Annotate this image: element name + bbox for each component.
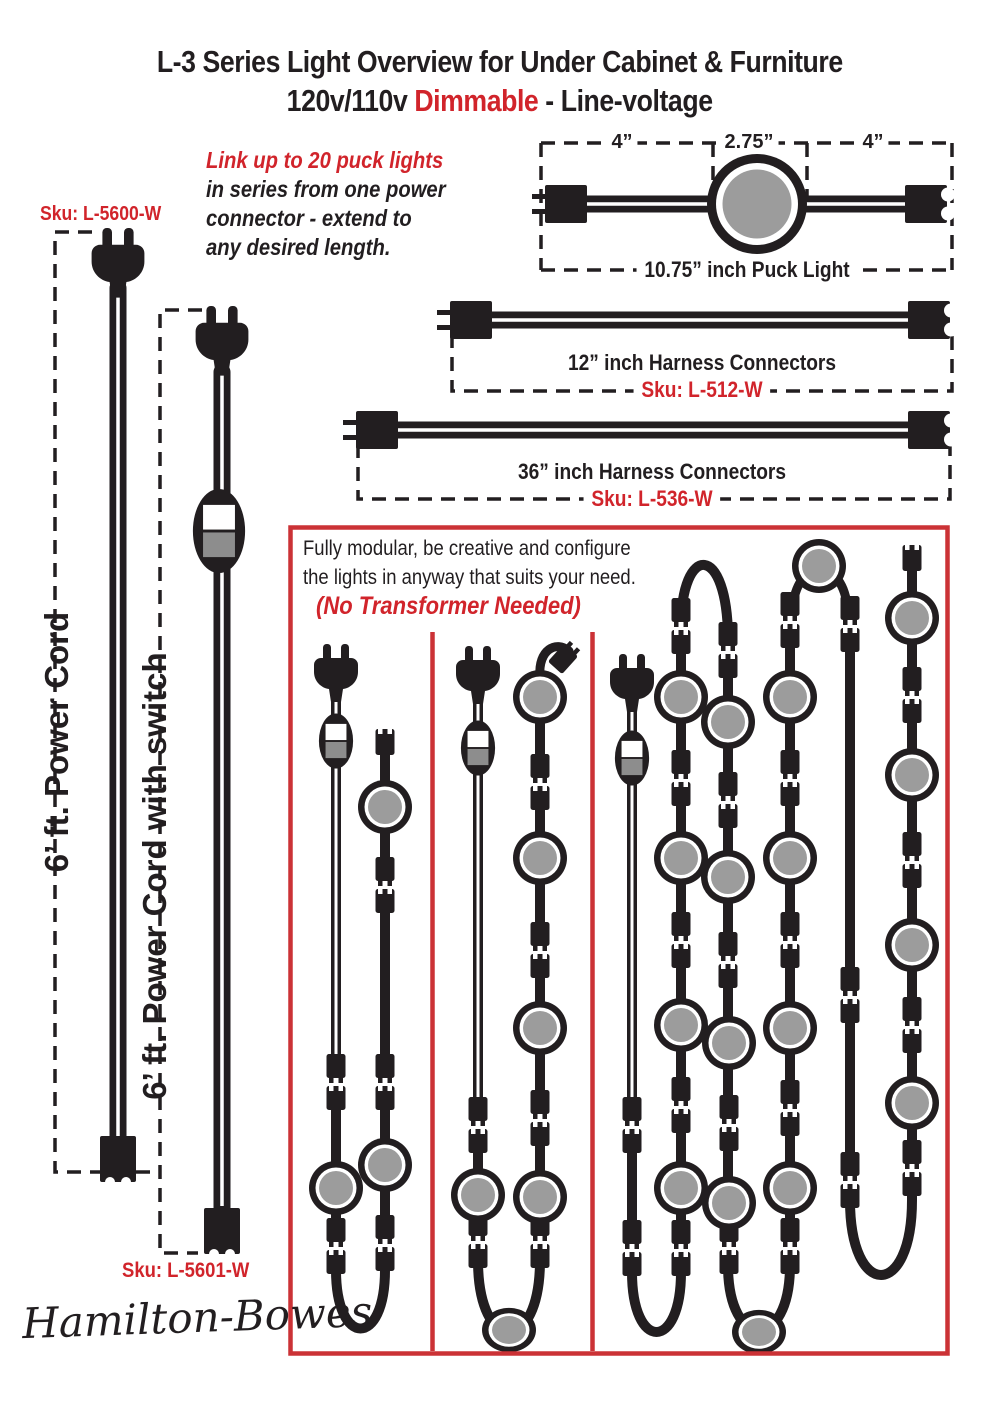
puck-light-icon [654, 1161, 708, 1215]
puck-light-icon [885, 1076, 939, 1130]
config-column-2 [451, 639, 582, 1352]
title-text: L-3 Series Light Overview for Under Cabinet & Furniture [157, 44, 843, 79]
harness-36-diagram [343, 411, 958, 449]
harness12-caption: 12” inch Harness Connectors [560, 350, 844, 376]
rocker-switch-icon [193, 489, 245, 573]
puck-light-icon [702, 1176, 756, 1230]
plug-icon [456, 646, 500, 704]
female-connector-icon [908, 301, 958, 339]
cord-end-connector-icon [100, 1136, 136, 1187]
cord-end-connector-icon [204, 1208, 240, 1259]
male-connector-icon [437, 301, 492, 339]
dashed-guides [55, 143, 952, 1253]
puck-light-icon [513, 670, 567, 724]
modular-line1: Fully modular, be creative and configure [303, 537, 631, 560]
page-title-line2 [0, 83, 1000, 119]
modular-line2: the lights in anyway that suits your need. [303, 566, 636, 589]
dim-right: 4” [857, 131, 888, 154]
intro-line4: any desired length. [206, 234, 391, 260]
female-connector-icon [905, 185, 955, 223]
modular-note: (No Transformer Needed) [316, 592, 581, 620]
rocker-switch-icon [319, 713, 353, 768]
sku-label-L5601: Sku: L-5601-W [122, 1259, 250, 1282]
female-connector-icon [908, 411, 958, 449]
puck-light-icon [763, 831, 817, 885]
puck-light-icon [513, 831, 567, 885]
intro-line2: in series from one power [206, 176, 446, 202]
title-line2-text [287, 83, 713, 119]
sku-label-L5600: Sku: L-5600-W [40, 203, 162, 225]
cord-plain-label: 6’ ft. Power Cord [38, 611, 75, 873]
puck-light-icon [358, 780, 412, 834]
puck-light-icon [701, 695, 755, 749]
puck-light-icon [885, 591, 939, 645]
rocker-switch-icon [461, 720, 495, 775]
puck-light-icon [513, 1001, 567, 1055]
plug-icon [196, 306, 249, 376]
brand-logo: Hamilton-Bowes [21, 1286, 374, 1349]
puck-light-icon [763, 1001, 817, 1055]
intro-line3: connector - extend to [206, 205, 412, 231]
config-column-1 [309, 644, 412, 1329]
puck-light-icon [513, 1170, 567, 1224]
puck-light-icon [763, 670, 817, 724]
puck-light-icon [763, 1161, 817, 1215]
plug-icon [314, 644, 358, 702]
puck-caption: 10.75” inch Puck Light [637, 257, 858, 283]
male-connector-icon [343, 411, 398, 449]
puck-light-icon [654, 998, 708, 1052]
puck-light-icon [654, 670, 708, 724]
harness36-caption: 36” inch Harness Connectors [510, 459, 794, 485]
dim-left: 4” [606, 131, 637, 154]
plug-icon [610, 654, 654, 712]
harness12-sku: Sku: L-512-W [634, 377, 771, 403]
dim-center: 2.75” [720, 131, 779, 154]
title-linevoltage: - Line-voltage [538, 83, 713, 118]
title-voltage: 120v/110v [287, 83, 415, 118]
puck-light-icon [702, 1016, 756, 1070]
cord-switch-label: 6’ ft. Power Cord with switch [136, 652, 173, 1100]
puck-light-icon [451, 1168, 505, 1222]
puck-light-diagram [532, 154, 955, 254]
puck-light-icon [885, 918, 939, 972]
puck-light-icon [358, 1138, 412, 1192]
plug-icon [92, 228, 145, 298]
intro-note [206, 146, 478, 262]
puck-light-icon [885, 748, 939, 802]
page-title-line1 [0, 44, 1000, 80]
power-cord-switch [193, 306, 249, 1259]
puck-light-icon [654, 831, 708, 885]
intro-line1: Link up to 20 puck lights [206, 147, 444, 173]
puck-light-icon [792, 539, 846, 593]
puck-light-icon [482, 1308, 536, 1352]
puck-light-icon [732, 1310, 786, 1354]
title-dimmable: Dimmable [414, 83, 539, 118]
rocker-switch-icon [615, 730, 649, 785]
harness36-sku: Sku: L-536-W [584, 486, 721, 512]
config-column-3 [610, 539, 939, 1354]
harness-12-diagram [437, 301, 958, 339]
puck-light-icon [707, 154, 807, 254]
puck-light-icon [701, 850, 755, 904]
puck-light-icon [309, 1161, 363, 1215]
